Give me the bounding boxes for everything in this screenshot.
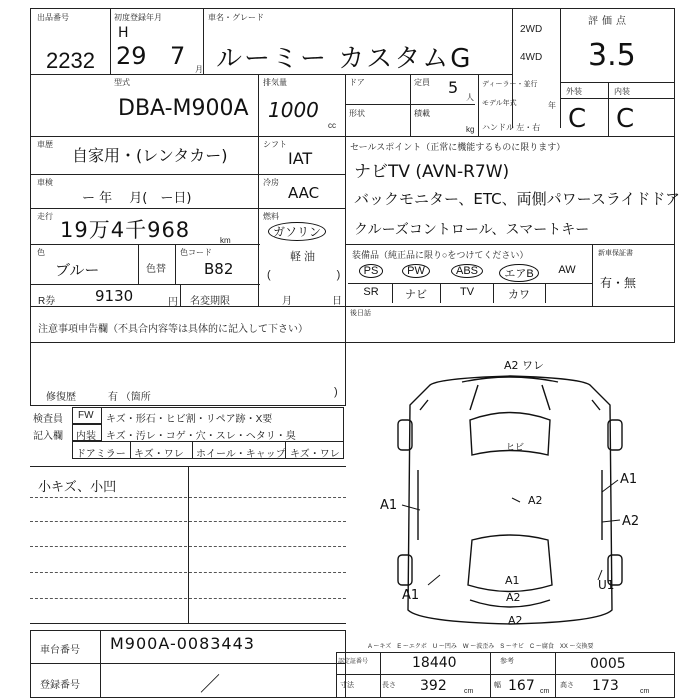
fuel-circle: ガソリン (268, 222, 326, 241)
new-car-warranty-label: 新車保証書 (598, 250, 633, 257)
inspection-label: 車検 (37, 178, 53, 187)
drive-2wd: 2WD (520, 24, 543, 35)
equip-airbag-text: エアB (499, 264, 538, 282)
dim-label: 寸法 (340, 682, 354, 689)
int-label: 内装 (614, 87, 630, 96)
ext-grade: C (568, 104, 587, 134)
mark-right-a1: A1 (620, 472, 638, 487)
width-value: 167 (508, 678, 535, 694)
lot-number: 2232 (46, 48, 95, 73)
wheel-cap-label: ホイール・キャップ (196, 449, 286, 460)
model-year-label: モデル年式 (482, 100, 517, 107)
height-value: 173 (592, 678, 619, 694)
repair-close: ) (334, 386, 338, 398)
equipment-label: 装備品（純正品に限り○をつけてください） (352, 250, 529, 260)
sales-line-3: クルーズコントロール、スマートキー (354, 222, 590, 238)
recycle-unit: 円 (168, 297, 178, 308)
sales-line-2: バックモニター、ETC、両側パワースライドドア (354, 190, 680, 208)
damage-pointers (402, 480, 620, 585)
height-label: 高さ (560, 682, 574, 689)
shift-value: IAT (288, 149, 313, 168)
mileage-label: 走行 (37, 212, 53, 221)
type-value: DBA-M900A (118, 96, 249, 121)
mark-roof-a2: A2 (528, 494, 543, 507)
equip-navi: ナビ (405, 289, 427, 301)
damage-legend: A ーキズ E ーエクボ U ー凹み W ー波歪み S ーサビ C ー腐食 XX ー交換要 (368, 644, 594, 650)
new-car-warranty-value: 有・無 (600, 276, 637, 290)
int-items: キズ・汚レ・コゲ・穴・スレ・ヘタリ・臭 (106, 431, 296, 442)
load-unit: kg (466, 125, 475, 134)
repair-label: 修復歴 (46, 392, 76, 403)
int-grade: C (616, 104, 635, 134)
inspector-label-1: 検査員 (33, 414, 63, 425)
divider (100, 630, 101, 698)
load-label: 積載 (414, 109, 430, 118)
mark-right-rear-u1: U1 (598, 578, 615, 592)
sales-line-1: ナビTV (AVN-R7W) (354, 162, 510, 182)
divider (380, 652, 381, 698)
diesel-label: 軽 油 (290, 251, 316, 263)
year-unit: 年 (548, 101, 556, 110)
divider (336, 674, 675, 675)
door-label: ドア (349, 78, 365, 87)
recycle-value: 9130 (95, 287, 134, 305)
name-label: 車名・グレード (208, 13, 264, 22)
eval-score: 3.5 (588, 38, 636, 73)
sales-label: セールスポイント（正常に機能するものに限ります） (350, 142, 566, 152)
lot-label: 出品番号 (37, 13, 69, 22)
capacity-value: 5 (448, 78, 459, 97)
color-label: 色 (37, 248, 45, 257)
disp-label: 排気量 (263, 78, 287, 87)
fuel-label: 燃料 (263, 212, 279, 221)
door-mirror-label: ドアミラー (76, 449, 126, 460)
equip-tv: TV (459, 286, 475, 298)
inspector-label-2: 記入欄 (33, 431, 63, 442)
drive-4wd: 4WD (520, 52, 543, 63)
divider (490, 652, 491, 698)
dealer-label: ディーラー・並行 (482, 81, 538, 88)
cert-value: 18440 (412, 655, 457, 671)
equip-pw-text: PW (402, 264, 430, 278)
equip-leather: カワ (508, 289, 530, 301)
mark-left-a1: A1 (380, 498, 398, 513)
color-change-label: 色替 (146, 264, 166, 275)
equip-aw: AW (558, 264, 576, 276)
equip-sr: SR (363, 286, 379, 298)
door-mirror-items: キズ・ワレ (134, 449, 184, 460)
recycle-label: R券 (38, 296, 56, 307)
mark-left-rear-a1: A1 (402, 588, 420, 603)
history-label: 車歴 (37, 140, 53, 149)
repair-value: 有 （箇所 (108, 392, 151, 403)
back-label: 後日話 (350, 310, 371, 317)
mileage-value: 19万4千968 (60, 218, 191, 242)
color-code-label: 色コード (180, 248, 212, 257)
reg-label: 登録番号 (40, 680, 80, 691)
length-unit: cm (464, 688, 474, 695)
mark-bumper-a2: A2 (508, 614, 523, 627)
name-change-label: 名変期限 (190, 296, 230, 307)
history-value: 自家用・(レンタカー) (72, 146, 228, 165)
divider (555, 652, 556, 698)
notes-label: 注意事項申告欄（不具合内容等は具体的に記入して下さい） (38, 324, 308, 335)
capacity-label: 定員 (414, 78, 430, 87)
handle-label: ハンドル 左・右 (482, 123, 541, 132)
mark-right-a2: A2 (622, 514, 640, 529)
diesel-paren: ( ) (267, 269, 341, 281)
name-change-day: 日 (332, 296, 342, 307)
era: H (118, 25, 129, 41)
car-name: ルーミー カスタムG (216, 44, 473, 74)
shape-label: 形状 (349, 109, 365, 118)
capacity-unit: 人 (466, 93, 474, 102)
mark-rear-a2: A2 (506, 591, 521, 604)
length-label: 長さ (382, 682, 396, 689)
height-unit: cm (640, 688, 650, 695)
cert-label: 認定証番号 (338, 659, 369, 665)
disp-unit: cc (328, 121, 336, 130)
reg-slash: ／ (200, 672, 220, 696)
disp-value: 1000 (268, 98, 319, 122)
ac-value: AAC (288, 184, 320, 202)
name-change-month: 月 (282, 296, 292, 307)
color-value: ブルー (55, 261, 100, 279)
color-code-value: B82 (204, 260, 234, 278)
eval-label: 評価点 (588, 16, 630, 27)
mileage-unit: km (220, 236, 231, 245)
equip-ps-text: PS (359, 264, 384, 278)
reg-month: 7 (170, 42, 186, 70)
mark-windshield-chip: ヒビ (506, 443, 525, 453)
wheel-cap-items: キズ・ワレ (290, 449, 340, 460)
equip-abs-text: ABS (451, 264, 483, 278)
inspection-value: ー 年 月( ー日) (82, 191, 192, 206)
int-label-2: 内装 (76, 431, 96, 442)
shift-label: シフト (263, 140, 287, 149)
fw-label: FW (78, 410, 94, 421)
width-unit: cm (540, 688, 550, 695)
length-value: 392 (420, 678, 447, 694)
first-reg-label: 初度登録年月 (114, 13, 162, 22)
month-unit: 月 (195, 65, 203, 74)
chassis-label: 車台番号 (40, 645, 80, 656)
fw-items: キズ・形石・ヒビ割・リペア跡・X要 (106, 414, 273, 425)
cert-label-2: 参考 (500, 658, 514, 665)
ext-label: 外装 (566, 87, 582, 96)
width-label: 幅 (494, 682, 501, 689)
type-label: 型式 (114, 78, 130, 87)
memo-text: 小キズ、小凹 (38, 480, 117, 495)
reg-year: 29 (116, 42, 147, 70)
mark-front-a2-crack: A2 ワレ (504, 359, 545, 372)
mark-rear-a1: A1 (505, 574, 520, 587)
cert-value-2: 0005 (590, 656, 626, 672)
divider (30, 663, 346, 664)
ac-label: 冷房 (263, 178, 279, 187)
chassis-value: M900A-0083443 (110, 634, 255, 653)
